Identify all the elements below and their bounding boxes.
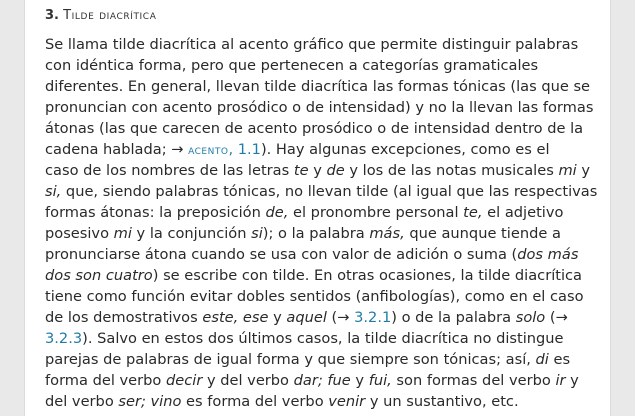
text-segment: y [350,372,369,389]
text-segment: diferentes. En general, llevan tilde diacrítica las formas tónicas (las que se [45,78,591,95]
italic-term: si, [45,183,62,200]
italic-term: dos son cuatro [45,267,153,284]
section-title: Tilde diacrítica [63,8,157,23]
paragraph-line [45,160,595,181]
paragraph-line [45,181,598,202]
text-segment: parejas de palabras de igual forma y que siempre son tónicas; así, [45,351,536,368]
text-segment: átonas (las que carecen de acento prosódico o de intensidad dentro de la [45,120,584,137]
paragraph-line [45,34,595,55]
text-segment: Se llama tilde diacrítica al acento gráfico que permite distinguir palabras [45,36,579,53]
text-segment: ); o la palabra [262,225,370,242]
text-segment: que aunque tiende a [404,225,561,242]
italic-term: dos más [517,246,579,263]
text-segment: posesivo [45,225,114,242]
paragraph-line [45,349,595,370]
italic-term: ser; vino [118,393,182,410]
text-segment: es [548,351,571,368]
paragraph-line [45,307,595,328]
italic-term: aquel [286,309,327,326]
paragraph-line [45,265,595,286]
page-sheet [24,0,611,416]
text-segment: es forma del verbo [181,393,329,410]
italic-term: decir [166,372,203,389]
italic-term: dar; fue [293,372,351,389]
paragraph-line [45,223,595,244]
text-segment: formas átonas: la preposición [45,204,266,221]
text-segment: y un sustantivo, etc. [365,393,519,410]
italic-term: te, [463,204,483,221]
cross-reference-link[interactable]: 3.2.3 [45,330,83,347]
text-segment: (→ [545,309,568,326]
text-segment: pronunciarse átona cuando se usa con valor de adición o suma ( [45,246,518,263]
text-segment: ). Salvo en estos dos últimos casos, la tilde diacrítica no distingue [82,330,564,347]
text-segment: de los demostrativos [45,309,203,326]
paragraph-line [45,97,595,118]
italic-term: di [535,351,549,368]
italic-term: ir [555,372,566,389]
text-segment: son formas del verbo [391,372,556,389]
italic-term: de [326,162,345,179]
text-segment: tiene como función evitar dobles sentidos (anfibologías), como en el caso [45,288,584,305]
text-segment: ). Hay algunas excepciones, como es el [260,141,550,158]
italic-term: solo [515,309,546,326]
italic-term: mi [558,162,577,179]
text-segment: con idéntica forma, pero que pertenecen a categorías gramaticales [45,57,539,74]
body-paragraph [45,34,598,412]
paragraph-line [45,118,595,139]
text-segment: que, siendo palabras tónicas, no llevan tilde (al igual que las respectivas [61,183,598,200]
text-segment: (→ [326,309,355,326]
text-segment: y [268,309,287,326]
text-segment: ) se escribe con tilde. En otras ocasiones, la tilde diacrítica [152,267,582,284]
text-segment: cadena hablada; [45,141,172,158]
paragraph-line [45,328,595,349]
text-segment: y los de las notas musicales [344,162,559,179]
arrow-icon: → [171,141,189,158]
text-segment: pronuncian con acento prosódico o de intensidad) y no la llevan las formas [45,99,594,116]
italic-term: te [293,162,309,179]
text-segment: ) o de la palabra [391,309,516,326]
article-content [45,0,598,412]
text-segment: y [565,372,579,389]
text-segment: del verbo [45,393,119,410]
cross-reference-link[interactable]: acento [188,143,229,158]
italic-term: si [251,225,263,242]
paragraph-line [45,76,595,97]
text-segment: el adjetivo [482,204,564,221]
italic-term: este, ese [202,309,269,326]
italic-term: mi [113,225,132,242]
text-segment: el pronombre personal [288,204,464,221]
paragraph-line [45,391,595,412]
paragraph-line [45,139,595,160]
italic-term: más, [369,225,405,242]
italic-term: de, [265,204,289,221]
paragraph-line [45,370,595,391]
section-number: 3. [45,8,59,23]
cross-reference-link[interactable]: 3.2.1 [354,309,392,326]
cross-reference-link[interactable]: , 1.1 [228,141,261,158]
paragraph-line [45,286,595,307]
paragraph-line [45,202,595,223]
paragraph-line [45,244,595,265]
paragraph-line [45,55,595,76]
text-segment: caso de los nombres de las letras [45,162,294,179]
italic-term: fui, [368,372,392,389]
text-segment: y [576,162,591,179]
text-segment: forma del verbo [45,372,166,389]
italic-term: venir [328,393,366,410]
text-segment: y [308,162,327,179]
text-segment: y del verbo [202,372,294,389]
section-heading [45,6,595,26]
text-segment: y la conjunción [131,225,252,242]
